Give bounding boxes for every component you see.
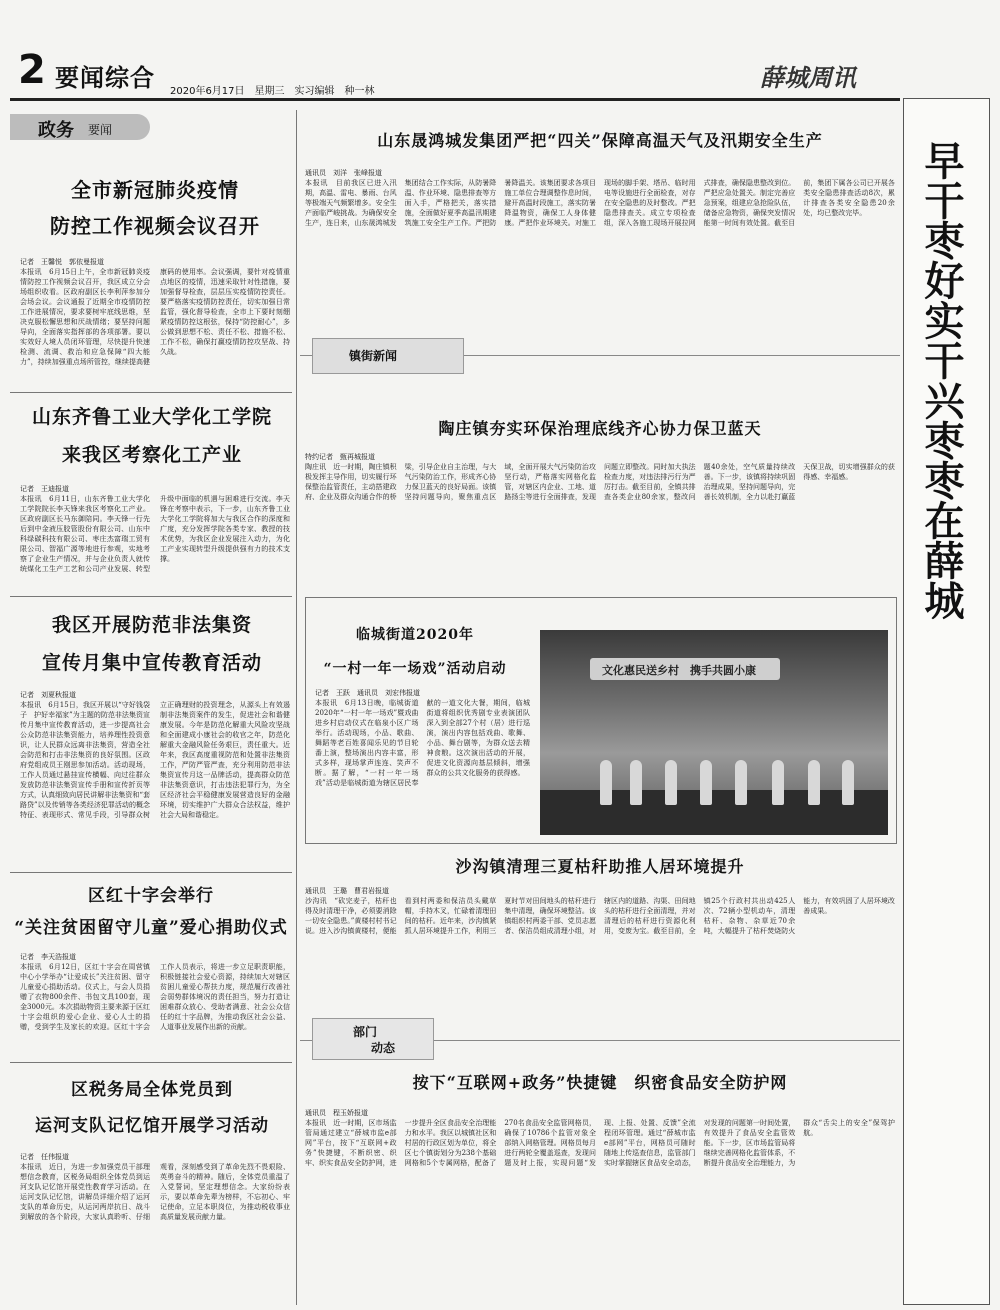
- article-title: [12, 1072, 292, 1144]
- byline: 记者 王跃 通讯员 刘宏伟报道: [315, 689, 420, 697]
- dept-news-sub-label: 动态: [371, 1041, 396, 1055]
- article-text: 陶庄讯 近一时期，陶庄镇积极发挥主导作用，切实履行环保整治监管责任，主动搭建政府、企业及群众沟通合作的桥梁，引导企业自主治理，与大气污染防治工作，形成齐心协力保卫蓝天的良好局面。该镇坚持问题导向，聚焦重点区域，全面开展大气污染防治攻坚行动，严格落实网格化监管，对辖区内企业、工地、道路扬尘等进行全面排查，发现问题立即整改。同时加大执法检查力度，对违法排污行为严厉打击。截至目前，全镇共排查各类企业80余家，整改问题40余处，空气质量持续改善。下一步，该镇将持续巩固治理成果，坚持问题导向，完善长效机制，全力以赴打赢蓝天保卫战，切实增强群众的获得感、幸福感。: [305, 463, 895, 501]
- byline: 记者 刘夏秋报道: [20, 691, 76, 699]
- performer: [700, 760, 712, 805]
- article-body: [305, 886, 895, 1016]
- stage: [540, 790, 888, 835]
- title-line: 运河支队记忆馆开展学习活动: [35, 1116, 269, 1136]
- politics-section-badge: [10, 114, 150, 140]
- article-text: 本报讯 6月15日，我区开展以“守好钱袋子 护好幸福家”为主题的防范非法集资宣传月集中宣传教育活动，进一步提高社会公众防范非法集资能力，培养理性投资意识，让人民群众远离非法集资，营造全社会防范和打击非法集资的良好氛围。区政府党组成员王刚思参加活动。活动现场，工作人员通过悬挂宣传横幅、向过往群众发放防范非法集资宣传手册和宣传折页等方式，认真细致向居民讲解非法集资和“套路贷”以及传销等各类经济犯罪活动的概念特征、表现形式、常见手段，引导群众树立正确理财的投资理念，从源头上有效遏制非法集资案件的发生，促进社会和谐健康发展。今年是防范化解重大风险攻坚战和全面建成小康社会的收官之年，防范化解重大金融风险任务艰巨，责任重大。近年来，我区高度重视防范和处置非法集资工作，严防严管严查，充分利用防范非法集资宣传月这一品牌活动，提高群众防范非法集资意识，打击违法犯罪行为，为全区经济社会平稳健康发展营造良好的金融环境，切实维护广大群众合法权益，维护社会大局和谐稳定。: [20, 701, 290, 819]
- article-title: [310, 618, 520, 686]
- town-news-label: 镇街新闻: [349, 349, 398, 363]
- title-line: 区红十字会举行: [88, 886, 214, 906]
- article-text: 沙沟讯 “砍完麦子，枯秆也得及时清理干净，必须要消除一切安全隐患。”黄楼村村书记说。进入沙沟镇黄楼村，便能看到村两委和保洁员头戴草帽，手持木叉，忙碌着清理田间的枯秆。近年来，沙沟镇紧抓人居环境提升工作，利用三夏时节对田间地头的枯秆进行集中清理，确保环境整洁。该镇组织村两委干部、党员志愿者、保洁员组成清理小组，对辖区内的道路、沟渠、田间地头的枯秆进行全面清理，并对清理后的枯秆进行资源化利用，变废为宝。截至目前，全镇25个行政村共出动425人次、72辆小型机动车，清理枯秆、杂物、杂草近70余吨，大幅提升了枯秆焚烧防火能力，有效巩固了人居环境改善成果。: [305, 897, 895, 935]
- article-text: 本报讯 近日，为进一步加强党员干部理想信念教育，区税务局组织全体党员到运河支队记忆馆开展党性教育学习活动。在运河支队记忆馆，讲解员详细介绍了运河支队的革命历史，从运河两岸抗日、战斗到解放的各个阶段，大家认真聆听、仔细观看，深刻感受到了革命先烈不畏艰险、英勇奋斗的精神。随后，全体党员重温了入党誓词，坚定理想信念。大家纷纷表示，要以革命先辈为榜样，不忘初心、牢记使命，立足本职岗位，为推动税收事业高质量发展贡献力量。: [20, 1163, 290, 1221]
- article-divider: [10, 596, 292, 597]
- performer: [600, 760, 612, 805]
- article-text: 本报讯 目前我区已进入汛期，高温、雷电、暴雨、台风等极端天气频繁增多。安全生产面临严峻挑战。为确保安全生产，连日来，山东晟鸿城发集团结合工作实际，从防暑降温、作业环境、隐患排查等方面入手，严格把关，落实措施，全面做好夏季高温汛期建筑施工安全生产工作。严把防暑降温关。该集团要求各项目施工单位合理调整作息时间，避开高温时段施工，落实防暑降温物资，确保工人身体健康。严把作业环境关。对施工现场的脚手架、塔吊、临时用电等设施进行全面检查，对存在安全隐患的及时整改。严把隐患排查关。成立专项检查组，深入各施工现场开展拉网式排查，确保隐患整改到位。严把应急处置关。制定完善应急预案，组建应急抢险队伍，储备应急物资，确保突发情况能第一时间有效处置。截至目前，集团下属各公司已开展各类安全隐患排查活动8次，累计排查各类安全隐患20余处，均已整改完毕。: [305, 179, 895, 227]
- section-title: 要闻综合: [55, 64, 155, 92]
- article-title: 沙沟镇清理三夏枯秆助推人居环境提升: [455, 857, 745, 876]
- paper-logo: 薛城周讯: [760, 63, 856, 92]
- title-line: 来我区考察化工产业: [61, 444, 242, 466]
- badge-main-label: 政务: [38, 120, 74, 141]
- title-line: 宣传月集中宣传教育活动: [41, 652, 262, 674]
- performer: [808, 760, 820, 805]
- byline: 通讯员 程玉娇报道: [305, 1109, 368, 1117]
- byline: 记者 王迪报道: [20, 485, 69, 493]
- byline: 记者 任伟报道: [20, 1153, 69, 1161]
- town-news-badge: [312, 338, 464, 374]
- article-title: [10, 880, 292, 944]
- article-text: 本报讯 6月13日晚，临城街道2020年“一村一年一场戏”暨戏曲进乡村启动仪式在临泉小区广场举行。活动现场，小品、歌曲、舞蹈等老百姓喜闻乐见的节目轮番上演，整场演出内容丰富，形式多样，现场掌声连连、笑声不断。据了解，“一村一年一场戏”活动是临城街道为辖区居民奉献的一道文化大餐，期间，临城街道将组织优秀剧专业表演团队深入到全部27个村（居）进行巡演，演出内容包括戏曲、歌舞、小品、舞台剧等，为群众送去精神食粮。这次演出活动的开展，促进文化资源向基层倾斜，增强群众的公共文化服务的获得感。: [315, 699, 530, 787]
- article-title: 陶庄镇夯实环保治理底线齐心协力保卫蓝天: [438, 419, 762, 438]
- article-text: 本报讯 6月11日，山东齐鲁工业大学化工学院院长李天锋来我区考察化工产业。区政府副区长马东御陪同。李天锋一行先后到中金液压胶管股份有限公司、山东中科绿碳科技有限公司、枣庄杰富瑞工贸有限公司、智福广源等地进行参观，实地考察了企业生产情况，并与企业负责人就传统煤化工生产工艺和公司产业发展、转型升级中面临的机遇与困难进行交流。李天锋在考察中表示，下一步，山东齐鲁工业大学化工学院将加大与我区合作的深度和广度，充分发挥学院各类专家、教授的技术优势，为我区企业发展注入动力，为化工产业实现转型升级提供强有力的技术支撑。: [20, 495, 290, 573]
- byline: 通讯员 王璐 曹君岩报道: [305, 887, 389, 895]
- performance-photo: [540, 630, 888, 835]
- article-text: 本报讯 6月15日上午，全市新冠肺炎疫情防控工作视频会议召开，我区成立分会场组织收看。区政府副区长李利萍参加分会场会议。会议通报了近期全市疫情防控工作进展情况，要求要树牢底线思维，坚决克服松懈思想和厌战情绪；要坚持问题导向，全面落实指挥部的各项部署。要以实效好人境人员闭环管理，尽快提升快速检测、流调、救治和应急保障“四大能力”，持续加强重点场所管控，继续提高健康码的使用率。会议强调，要针对疫情重点地区的疫情，迅速采取针对性措施，要加强督导检查，层层压实疫情防控责任。要严格落实疫情防控责任，切实加强日常监管，强化督导检查，全市上下要时刻绷紧疫情防控这根弦，保持“防控耐心”，多公做到思想不松、责任不松、措施不松、工作不松，确保打赢疫情防控攻坚战、持久战。: [20, 268, 290, 366]
- byline: 记者 李天浩报道: [20, 953, 76, 961]
- issue-date-editor: 2020年6月17日 星期三 实习编辑 种一林: [170, 86, 375, 97]
- photo-banner: [590, 658, 780, 680]
- slogan-text: 早干枣好实干兴枣枣在薛城: [918, 140, 965, 620]
- title-line: 山东齐鲁工业大学化工学院: [31, 406, 272, 428]
- article-body: [20, 484, 290, 589]
- article-divider: [10, 872, 292, 873]
- article-title: [12, 606, 292, 682]
- byline: 通讯员 刘洋 张峰报道: [305, 169, 382, 177]
- title-line: 防控工作视频会议召开: [50, 214, 260, 238]
- article-body: [20, 952, 290, 1057]
- article-divider: [10, 1062, 292, 1063]
- article-body: [20, 257, 290, 382]
- article-text: 本报讯 6月12日，区红十字会在周营镇中心小学举办“让爱成长”关注贫困、留守儿童爱心捐助活动。仪式上，与会人员捐赠了衣物800余件、书包文具100套，现金3000元。本次捐助物资主要来源于区红十字会组织的爱心企业、爱心人士的捐赠，受到学生及家长的欢迎。区红十字会工作人员表示，将进一步立足职责职能，积极链接社会爱心资源，持续加大对辖区贫困儿童爱心帮扶力度，规范履行改善社会弱势群体境况的责任担当，努力打造让困难群众放心、受助者满意、社会公众信任的红十字品牌，为推动我区社会公益、人道事业发展作出新的贡献。: [20, 963, 290, 1031]
- photo-banner-text: 文化惠民送乡村 携手共圆小康: [602, 664, 756, 677]
- title-line: 区税务局全体党员到: [71, 1080, 233, 1100]
- dept-news-badge: [312, 1018, 434, 1060]
- title-line: 全市新冠肺炎疫情: [71, 178, 239, 202]
- article-body: [20, 1152, 290, 1302]
- article-title: [20, 172, 290, 244]
- title-line: 临城街道2020年: [356, 627, 474, 643]
- title-line: 我区开展防范非法集资: [51, 614, 252, 636]
- performer: [772, 760, 784, 805]
- performer: [735, 760, 747, 805]
- article-body: [20, 690, 290, 865]
- column-divider: [296, 110, 297, 1305]
- badge-sub-label: 要闻: [88, 123, 113, 137]
- performer: [842, 760, 854, 805]
- article-title: 按下“互联网+政务”快捷键 织密食品安全防护网: [412, 1073, 788, 1092]
- article-title: [12, 398, 292, 474]
- article-body: [305, 1108, 895, 1303]
- performer: [630, 760, 642, 805]
- title-line: “关注贫困留守儿童”爱心捐助仪式: [14, 918, 288, 938]
- dept-news-label: 部门: [353, 1025, 378, 1039]
- byline: 特约记者 甄再城报道: [305, 453, 375, 461]
- article-body: [315, 688, 530, 830]
- performer: [665, 760, 677, 805]
- article-divider: [10, 392, 292, 393]
- byline: 记者 王馨悦 郭依曼报道: [20, 258, 104, 266]
- article-body: [305, 452, 895, 597]
- article-title: 山东晟鸿城发集团严把“四关”保障高温天气及汛期安全生产: [377, 131, 823, 150]
- article-text: 本报讯 近一时期，区市场监管局通过建立“薛城市监e部网”平台，按下“互联网+政务”快捷键，不断织密、织牢、织实食品安全防护网，进一步提升全区食品安全治理能力和水平。我区以城镇社区和村居的行政区划为单位，将全区七个镇街划分为238个基础网格和5个专属网格，配备了270名食品安全监管网格员，确保了10786个监管对象全部纳入网格管理。网格员每月进行两轮全覆盖巡查，发现问题及时上报，实现问题“发现、上报、处置、反馈”全流程闭环管理。通过“薛城市监e部网”平台，网格员可随时随地上传巡查信息，监管部门实时掌握辖区食品安全动态，对发现的问题第一时间处置，有效提升了食品安全监管效能。下一步，区市场监管局将继续完善网格化监管体系，不断提升食品安全治理能力，为群众“舌尖上的安全”保驾护航。: [305, 1119, 895, 1167]
- article-body: [305, 168, 895, 348]
- page-number: 2: [18, 47, 46, 93]
- title-line: “一村一年一场戏”活动启动: [323, 661, 507, 677]
- header-rule: [10, 98, 900, 101]
